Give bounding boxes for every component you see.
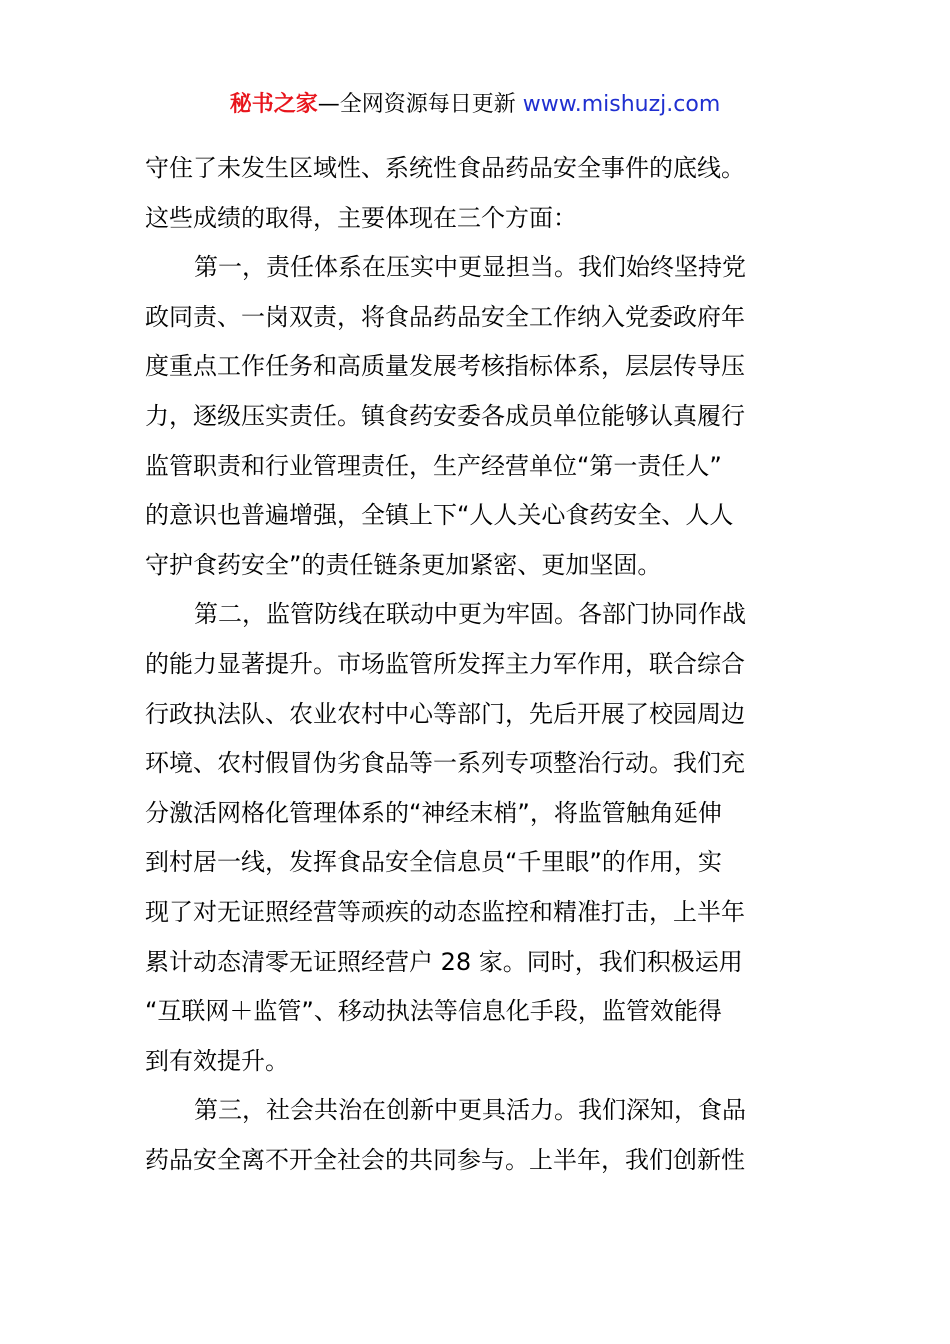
- text-line: 这些成绩的取得，主要体现在三个方面：: [145, 203, 577, 232]
- header-url-link[interactable]: www.mishuzj.com: [522, 92, 721, 117]
- text-line: 监管职责和行业管理责任，生产经营单位“第一责任人”: [145, 451, 722, 480]
- paragraph-first-line: 第三，社会共治在创新中更具活力。我们深知，食品: [194, 1096, 746, 1125]
- text-line: 药品安全离不开全社会的共同参与。上半年，我们创新性: [145, 1145, 745, 1174]
- text-line: 累计动态清零无证照经营户 28 家。同时，我们积极运用: [145, 947, 743, 976]
- page-header: [0, 88, 950, 122]
- text-line: “互联网＋监管”、移动执法等信息化手段，监管效能得: [145, 997, 722, 1026]
- paragraph-first-line: 第二，监管防线在联动中更为牢固。各部门协同作战: [194, 600, 746, 629]
- text-line: 行政执法队、农业农村中心等部门，先后开展了校园周边: [145, 699, 745, 728]
- text-line: 到村居一线，发挥食品安全信息员“千里眼”的作用，实: [145, 848, 722, 877]
- text-line: 守护食药安全”的责任链条更加紧密、更加坚固。: [145, 550, 662, 579]
- text-line: 政同责、一岗双责，将食品药品安全工作纳入党委政府年: [145, 302, 745, 331]
- header-brand: 秘书之家: [229, 92, 318, 117]
- text-line: 分激活网格化管理体系的“神经末梢”，将监管触角延伸: [145, 798, 722, 827]
- text-line: 的能力显著提升。市场监管所发挥主力军作用，联合综合: [145, 649, 745, 678]
- text-line: 到有效提升。: [145, 1046, 289, 1075]
- text-line: 守住了未发生区域性、系统性食品药品安全事件的底线。: [145, 154, 745, 182]
- text-line: 力，逐级压实责任。镇食药安委各成员单位能够认真履行: [145, 401, 745, 430]
- text-line: 度重点工作任务和高质量发展考核指标体系，层层传导压: [145, 352, 745, 381]
- text-line: 的意识也普遍增强，全镇上下“人人关心食药安全、人人: [145, 501, 734, 530]
- document-body: [145, 144, 810, 1185]
- header-tagline: —全网资源每日更新: [317, 92, 523, 117]
- paragraph-first-line: 第一，责任体系在压实中更显担当。我们始终坚持党: [194, 253, 746, 282]
- text-line: 现了对无证照经营等顽疾的动态监控和精准打击，上半年: [145, 897, 745, 926]
- text-line: 环境、农村假冒伪劣食品等一系列专项整治行动。我们充: [145, 749, 745, 778]
